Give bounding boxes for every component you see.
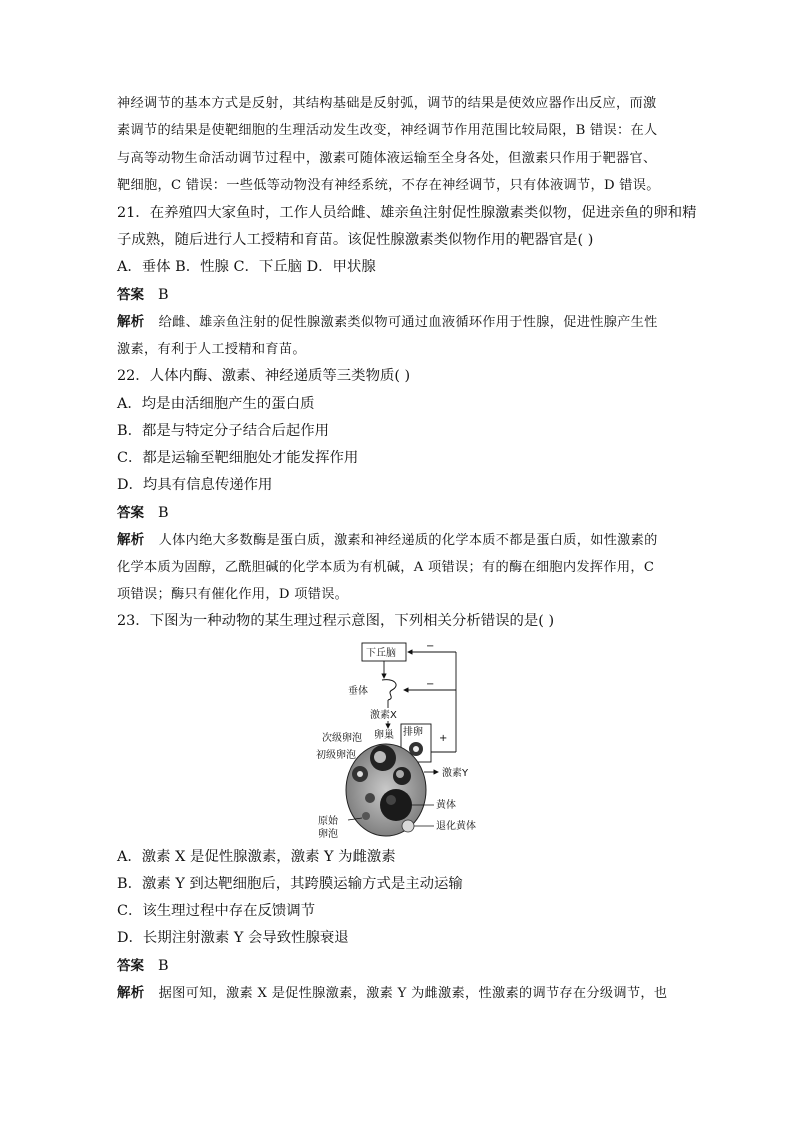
corpus-luteum-label: 黄体 [436, 800, 456, 811]
answer-label: 答案 [117, 287, 144, 303]
analysis-text: 据图可知，激素 X 是促性腺激素，激素 Y 为雌激素，性激素的调节存在分级调节，也 [158, 986, 668, 1001]
primordial-follicle [362, 812, 370, 820]
q23-stem: 23．下图为一种动物的某生理过程示意图，下列相关分析错误的是( ) [117, 613, 555, 629]
q23-option-b: B．激素 Y 到达靶细胞后，其跨膜运输方式是主动运输 [117, 876, 463, 892]
plus-sign: + [439, 733, 448, 744]
q22-option-b: B．都是与特定分子结合后起作用 [117, 423, 330, 439]
q21-answer [117, 288, 169, 303]
q22-answer [117, 506, 169, 521]
q23-analysis [117, 987, 667, 1001]
q23-answer [117, 959, 169, 974]
answer-value: B [158, 958, 169, 974]
pituitary-shape [382, 680, 396, 700]
primordial-follicle-label: 卵泡 [318, 829, 338, 840]
degenerated-corpus-luteum [402, 820, 414, 832]
secondary-follicle-label: 次级卵泡 [322, 733, 362, 744]
answer-label: 答案 [117, 958, 144, 974]
hormone-x-label: 激素X [370, 710, 397, 721]
ovary-label: 卵巢 [374, 730, 394, 741]
analysis-label: 解析 [117, 314, 145, 330]
q21-analysis [117, 316, 658, 330]
q21-stem: 子成熟，随后进行人工授精和育苗。该促性腺激素类似物作用的靶器官是( ) [117, 232, 594, 248]
q22-option-c: C．都是运输至靶细胞处才能发挥作用 [117, 450, 359, 466]
hypothalamus-label: 下丘脑 [366, 648, 396, 659]
q22-option-a: A．均是由活细胞产生的蛋白质 [117, 396, 315, 412]
analysis-text: 给雌、雄亲鱼注射的促性腺激素类似物可通过血液循环作用于性腺，促进性腺产生性 [158, 315, 658, 330]
q21-options: A．垂体 B．性腺 C．下丘脑 D．甲状腺 [117, 259, 376, 275]
corpus-luteum [380, 789, 412, 821]
hormone-regulation-figure [300, 640, 500, 840]
q22-option-d: D．均具有信息传递作用 [117, 477, 273, 493]
answer-label: 答案 [117, 505, 144, 521]
primary-follicle-label: 初级卵泡 [316, 750, 356, 761]
q21-analysis-cont: 激素，有利于人工授精和育苗。 [117, 342, 306, 357]
q22-analysis-cont: 化学本质为固醇，乙酰胆碱的化学本质为有机碱，A 项错误；有的酶在细胞内发挥作用，C [117, 560, 655, 575]
minus-sign: − [426, 679, 435, 690]
q22-analysis [117, 534, 658, 548]
answer-value: B [158, 505, 169, 521]
pituitary-label: 垂体 [348, 686, 368, 697]
q22-stem: 22．人体内酶、激素、神经递质等三类物质( ) [117, 368, 411, 384]
primordial-follicle-label: 原始 [318, 816, 338, 827]
hormone-y-label: 激素Y [442, 768, 469, 779]
minus-sign: − [426, 641, 435, 652]
analysis-label: 解析 [117, 532, 145, 548]
answer-value: B [158, 287, 169, 303]
ovulation-label: 排卵 [403, 727, 423, 738]
q23-option-c: C．该生理过程中存在反馈调节 [117, 903, 316, 919]
q23-option-d: D．长期注射激素 Y 会导致性腺衰退 [117, 930, 349, 946]
analysis-text: 人体内绝大多数酶是蛋白质，激素和神经递质的化学本质不都是蛋白质，如性激素的 [158, 533, 658, 548]
analysis-label: 解析 [117, 985, 145, 1001]
degenerated-corpus-luteum-label: 退化黄体 [436, 821, 476, 832]
q23-option-a: A．激素 X 是促性腺激素，激素 Y 为雌激素 [117, 849, 396, 865]
explanation-line: 素调节的结果是使靶细胞的生理活动发生改变，神经调节作用范围比较局限，B 错误：在人 [117, 123, 658, 138]
explanation-line: 靶细胞，C 错误：一些低等动物没有神经系统，不存在神经调节，只有体液调节，D 错误。 [117, 178, 660, 193]
q21-stem: 21．在养殖四大家鱼时，工作人员给雌、雄亲鱼注射促性腺激素类似物，促进亲鱼的卵和精 [117, 205, 697, 221]
q22-analysis-cont: 项错误；酶只有催化作用，D 项错误。 [117, 587, 349, 602]
figure-svg [300, 640, 500, 840]
explanation-line: 神经调节的基本方式是反射，其结构基础是反射弧，调节的结果是使效应器作出反应，而激 [117, 96, 657, 111]
explanation-line: 与高等动物生命活动调节过程中，激素可随体液运输至全身各处，但激素只作用于靶器官、 [117, 151, 657, 166]
